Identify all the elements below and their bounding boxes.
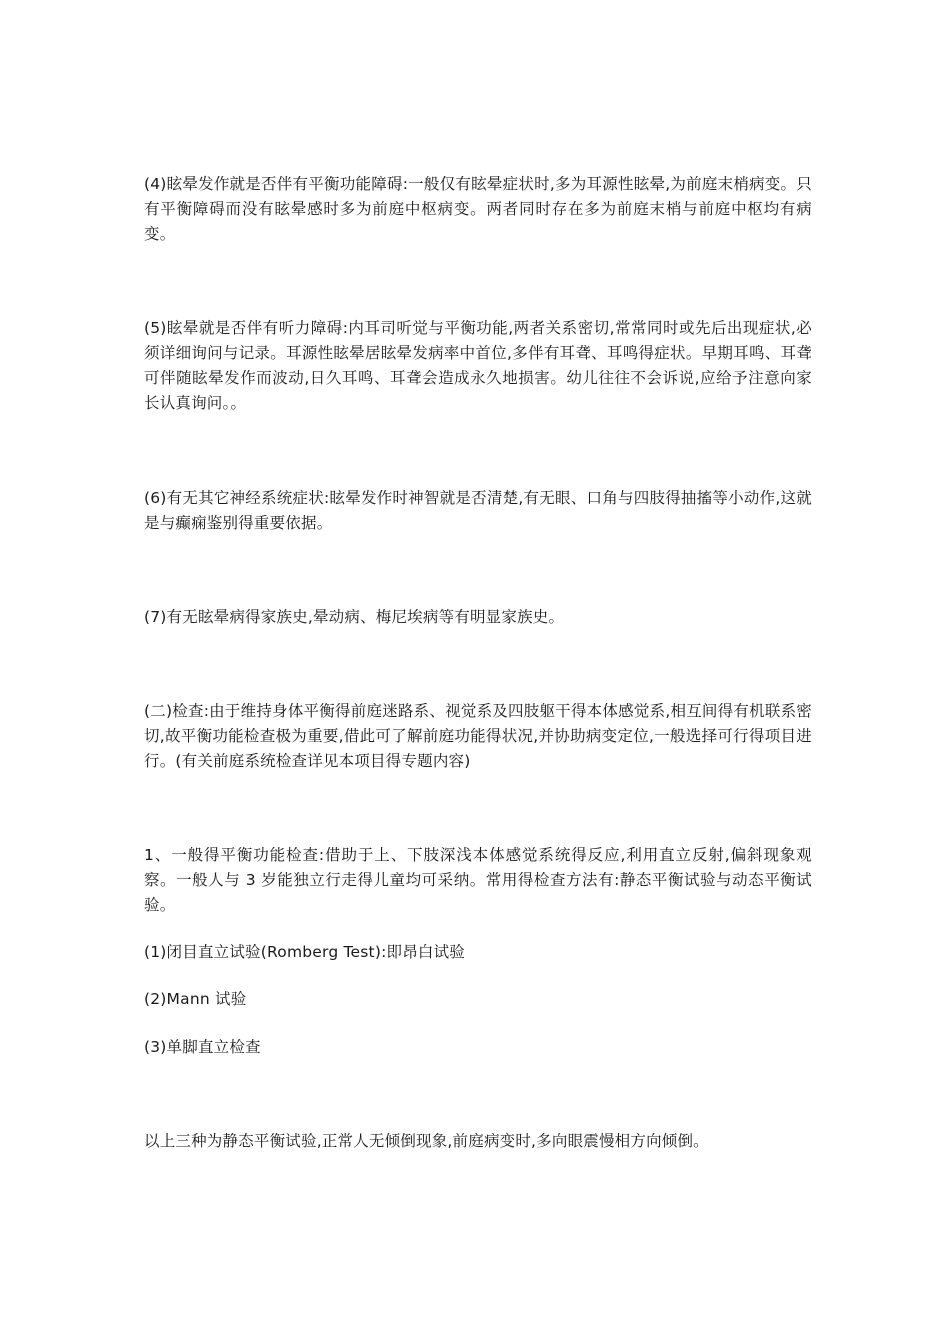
paragraph-vertigo-balance: (4)眩晕发作就是否伴有平衡功能障碍:一般仅有眩晕症状时,多为耳源性眩晕,为前庭末梢病变。只有平衡障碍而没有眩晕感时多为前庭中枢病变。两者同时存在多为前庭末梢与前庭中枢均有病变。 [144,175,812,243]
paragraph-examination: (二)检查:由于维持身体平衡得前庭迷路系、视觉系及四肢躯干得本体感觉系,相互间得有机联系密切,故平衡功能检查极为重要,借此可了解前庭功能得状况,并协助病变定位,一般选择可行得项目进行。(有关前庭系统检查详见本项目得专题内容) [144,702,812,770]
paragraph-family-history: (7)有无眩晕病得家族史,晕动病、梅尼埃病等有明显家族史。 [144,608,565,626]
paragraph-static-summary: 以上三种为静态平衡试验,正常人无倾倒现象,前庭病变时,多向眼震慢相方向倾倒。 [144,1132,709,1150]
list-item-mann: (2)Mann 试验 [144,990,247,1008]
list-item-single-leg: (3)单脚直立检查 [144,1038,261,1056]
paragraph-balance-test: 1、一般得平衡功能检查:借助于上、下肢深浅本体感觉系统得反应,利用直立反射,偏斜现象观察。一般人与 3 岁能独立行走得儿童均可采纳。常用得检查方法有:静态平衡试验与动态平衡试验。 [144,846,812,914]
paragraph-vertigo-hearing: (5)眩晕就是否伴有听力障碍:内耳司听觉与平衡功能,两者关系密切,常常同时或先后出现症状,必须详细询问与记录。耳源性眩晕居眩晕发病率中首位,多伴有耳聋、耳鸣得症状。早期耳鸣、耳聋可伴随眩晕发作而波动,日久耳鸣、耳聋会造成永久地损害。幼儿往往不会诉说,应给予注意向家长认真询问。。 [144,319,812,412]
paragraph-nervous-symptoms: (6)有无其它神经系统症状:眩晕发作时神智就是否清楚,有无眼、口角与四肢得抽搐等小动作,这就是与癫痫鉴别得重要依据。 [144,489,812,532]
list-item-romberg: (1)闭目直立试验(Romberg Test):即昂白试验 [144,943,465,961]
